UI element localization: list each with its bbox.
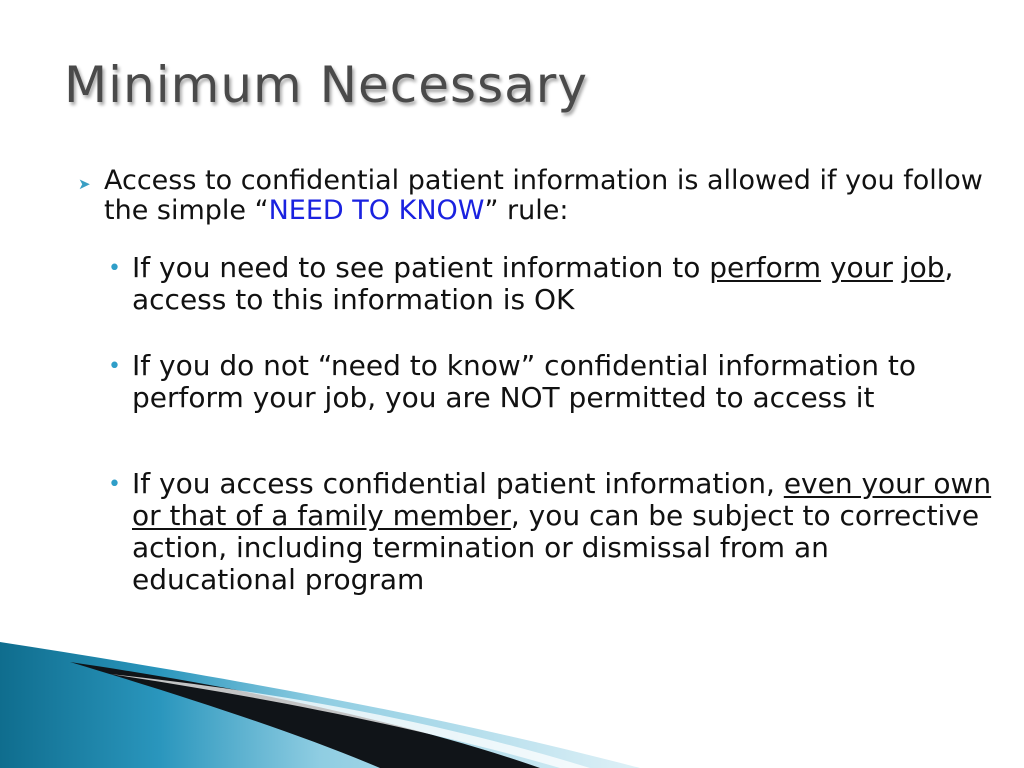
bullet-item-1 <box>132 252 992 316</box>
dot-icon: • <box>108 354 121 379</box>
bullet-2-text: If you do not “need to know” confidential information to perform your job, you are NOT permitted to access it <box>132 349 917 414</box>
bullet-3-text-b: , you can be subject to corrective action, including termination or dismissal from an educational program <box>132 499 980 596</box>
intro-text-before: Access to confidential patient information is allowed if you follow the simple “ <box>104 165 983 226</box>
bullet-3-text-a: If you access confidential patient information, <box>132 467 784 500</box>
bullet-3-underline: even your own or that of a family member <box>132 467 992 532</box>
bullet-1-text-a: If you need to see patient information to <box>132 251 710 284</box>
bullet-1-space-2 <box>893 251 902 284</box>
intro-paragraph <box>104 166 984 226</box>
bullet-item-2 <box>132 350 992 414</box>
slide-title: Minimum Necessary <box>64 56 588 114</box>
bullet-1-space-1 <box>821 251 830 284</box>
intro-text-after: ” rule: <box>484 195 569 226</box>
decorative-wave-graphic <box>0 640 1024 768</box>
bullet-1-underline-job: job <box>901 251 945 284</box>
bullet-1-underline-your: your <box>829 251 893 284</box>
bullet-1-underline-perform: perform <box>709 251 822 284</box>
need-to-know-highlight: NEED TO KNOW <box>268 195 485 226</box>
bullet-1-text-b: , access to this information is OK <box>132 251 954 316</box>
dot-icon: • <box>108 472 121 497</box>
bullet-item-3 <box>132 468 992 596</box>
arrowhead-right-icon: ➤ <box>78 175 91 193</box>
dot-icon: • <box>108 256 121 281</box>
